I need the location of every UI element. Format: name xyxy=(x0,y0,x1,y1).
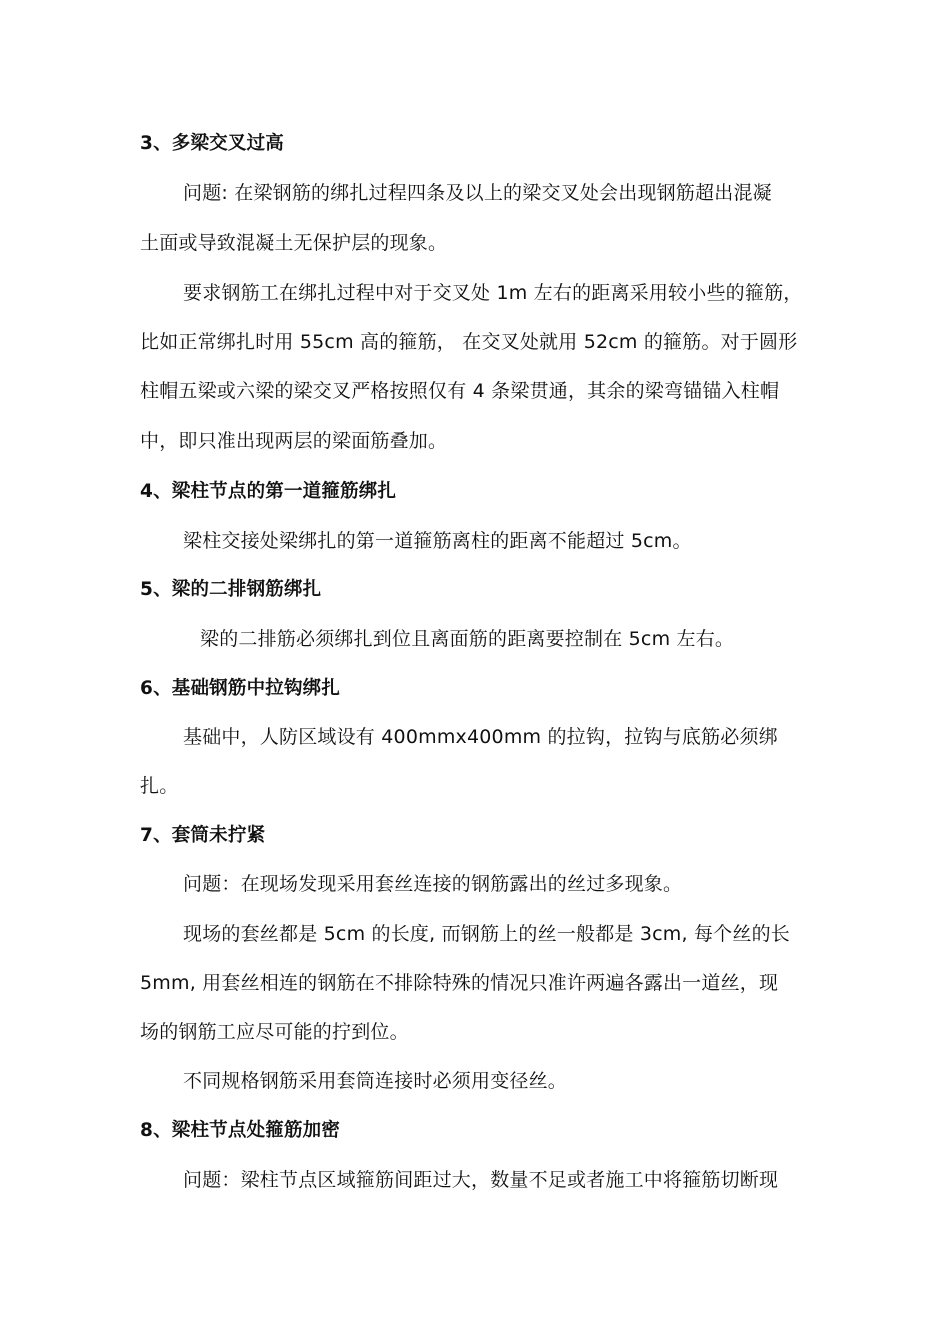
heading-4: 4、梁柱节点的第一道箍筋绑扎 xyxy=(140,481,397,502)
heading-7: 7、套筒未拧紧 xyxy=(140,825,266,846)
heading-5: 5、梁的二排钢筋绑扎 xyxy=(140,579,322,600)
heading-8: 8、梁柱节点处箍筋加密 xyxy=(140,1120,341,1141)
paragraph-line: 柱帽五梁或六梁的梁交叉严格按照仅有 4 条梁贯通，其余的梁弯锚锚入柱帽 xyxy=(140,380,780,402)
paragraph-line: 梁的二排筋必须绑扎到位且离面筋的距离要控制在 5cm 左右。 xyxy=(200,628,735,650)
paragraph-line: 要求钢筋工在绑扎过程中对于交叉处 1m 左右的距离采用较小些的箍筋， xyxy=(183,282,803,304)
paragraph-line: 场的钢筋工应尽可能的拧到位。 xyxy=(140,1021,409,1043)
paragraph-line: 土面或导致混凝土无保护层的现象。 xyxy=(140,232,448,254)
paragraph-line: 现场的套丝都是 5cm 的长度, 而钢筋上的丝一般都是 3cm, 每个丝的长 xyxy=(183,923,790,945)
paragraph-line: 问题: 在梁钢筋的绑扎过程四条及以上的梁交叉处会出现钢筋超出混凝 xyxy=(183,182,772,204)
paragraph-line: 问题：梁柱节点区域箍筋间距过大，数量不足或者施工中将箍筋切断现 xyxy=(183,1169,779,1191)
paragraph-line: 比如正常绑扎时用 55cm 高的箍筋， 在交叉处就用 52cm 的箍筋。对于圆形 xyxy=(140,331,798,353)
paragraph-line: 不同规格钢筋采用套筒连接时必须用变径丝。 xyxy=(183,1070,568,1092)
heading-3: 3、多梁交叉过高 xyxy=(140,133,284,154)
heading-6: 6、基础钢筋中拉钩绑扎 xyxy=(140,678,341,699)
paragraph-line: 中，即只准出现两层的梁面筋叠加。 xyxy=(140,430,448,452)
paragraph-line: 问题：在现场发现采用套丝连接的钢筋露出的丝过多现象。 xyxy=(183,873,683,895)
paragraph-line: 基础中，人防区域设有 400mmx400mm 的拉钩，拉钩与底筋必须绑 xyxy=(183,726,778,748)
paragraph-line: 梁柱交接处梁绑扎的第一道箍筋离柱的距离不能超过 5cm。 xyxy=(183,530,692,552)
paragraph-line: 扎。 xyxy=(140,775,179,797)
paragraph-line: 5mm, 用套丝相连的钢筋在不排除特殊的情况只准许两遍各露出一道丝，现 xyxy=(140,972,779,994)
